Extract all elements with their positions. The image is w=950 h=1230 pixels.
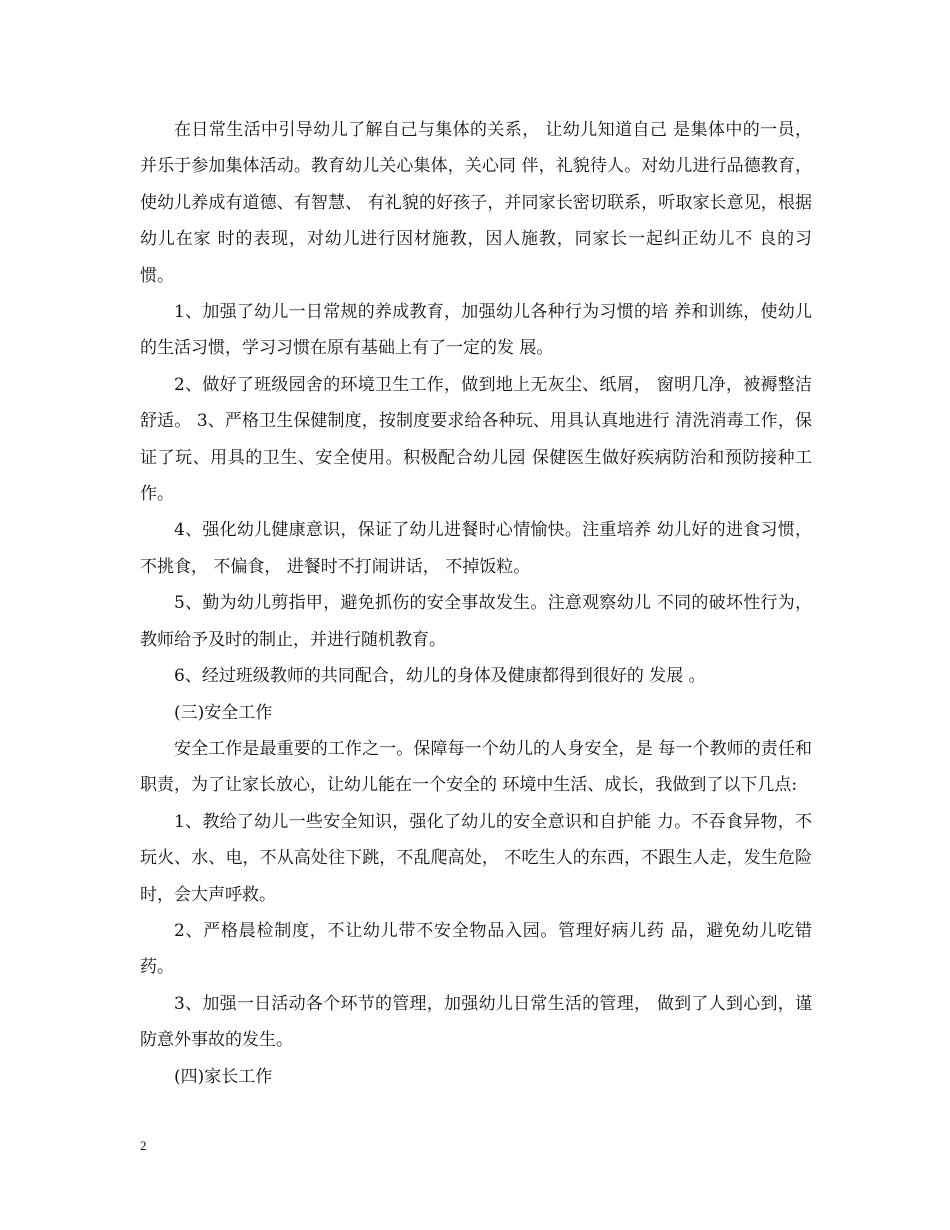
paragraph-safety-intro: 安全工作是最重要的工作之一。保障每一个幼儿的人身安全，是 每一个教师的责任和职责，为了让家长放心，让幼儿能在一个安全的 环境中生活、成长，我做到了以下几点:: [140, 738, 812, 796]
page-number: 2: [140, 1138, 147, 1153]
paragraph-safety-item-1: 1、教给了幼儿一些安全知识，强化了幼儿的安全意识和自护能 力。不吞食异物，不玩火、水、电，不从高处往下跳，不乱爬高处， 不吃生人的东西，不跟生人走，发生危险时，会大声呼救。: [140, 811, 812, 905]
paragraph-item-6: 6、经过班级教师的共同配合，幼儿的身体及健康都得到很好的 发展 。: [174, 666, 706, 687]
paragraph-item-1: 1、加强了幼儿一日常规的养成教育，加强幼儿各种行为习惯的培 养和训练，使幼儿的生活习惯，学习习惯在原有基础上有了一定的发 展。: [140, 302, 812, 359]
paragraph-safety-item-2: 2、严格晨检制度，不让幼儿带不安全物品入园。管理好病儿药 品，避免幼儿吃错药。: [140, 920, 812, 978]
section-heading-parents: (四)家长工作: [174, 1066, 273, 1087]
paragraph-item-2-3: 2、做好了班级园舍的环境卫生工作，做到地上无灰尘、纸屑， 窗明几净，被褥整洁舒适。 3、严格卫生保健制度，按制度要求给各种玩、用具认真地进行 清洗消毒工作，保证了玩、用具的卫生、安全使用。积极配合幼儿园 保健医生做好疾病防治和预防接种工作。: [140, 374, 812, 505]
paragraph-safety-item-3: 3、加强一日活动各个环节的管理，加强幼儿日常生活的管理， 做到了人到心到，谨防意外事故的发生。: [140, 993, 812, 1051]
paragraph-item-4: 4、强化幼儿健康意识，保证了幼儿进餐时心情愉快。注重培养 幼儿好的进食习惯， 不挑食， 不偏食， 进餐时不打闹讲话， 不掉饭粒。: [140, 520, 812, 577]
body-text: [140, 112, 812, 1095]
paragraph-item-5: 5、勤为幼儿剪指甲，避免抓伤的安全事故发生。注意观察幼儿 不同的破坏性行为，教师给予及时的制止，并进行随机教育。: [140, 593, 812, 650]
section-heading-safety: (三)安全工作: [174, 702, 273, 723]
paragraph-intro: 在日常生活中引导幼儿了解自己与集体的关系， 让幼儿知道自己 是集体中的一员，并乐于参加集体活动。教育幼儿关心集体，关心同 伴，礼貌待人。对幼儿进行品德教育，使幼儿养成有道德、有智慧、 有礼貌的好孩子，并同家长密切联系，听取家长意见，根据幼儿在家 时的表现，对幼儿进行因材施教，因人施教，同家长一起纠正幼儿不 良的习惯。: [140, 120, 812, 286]
